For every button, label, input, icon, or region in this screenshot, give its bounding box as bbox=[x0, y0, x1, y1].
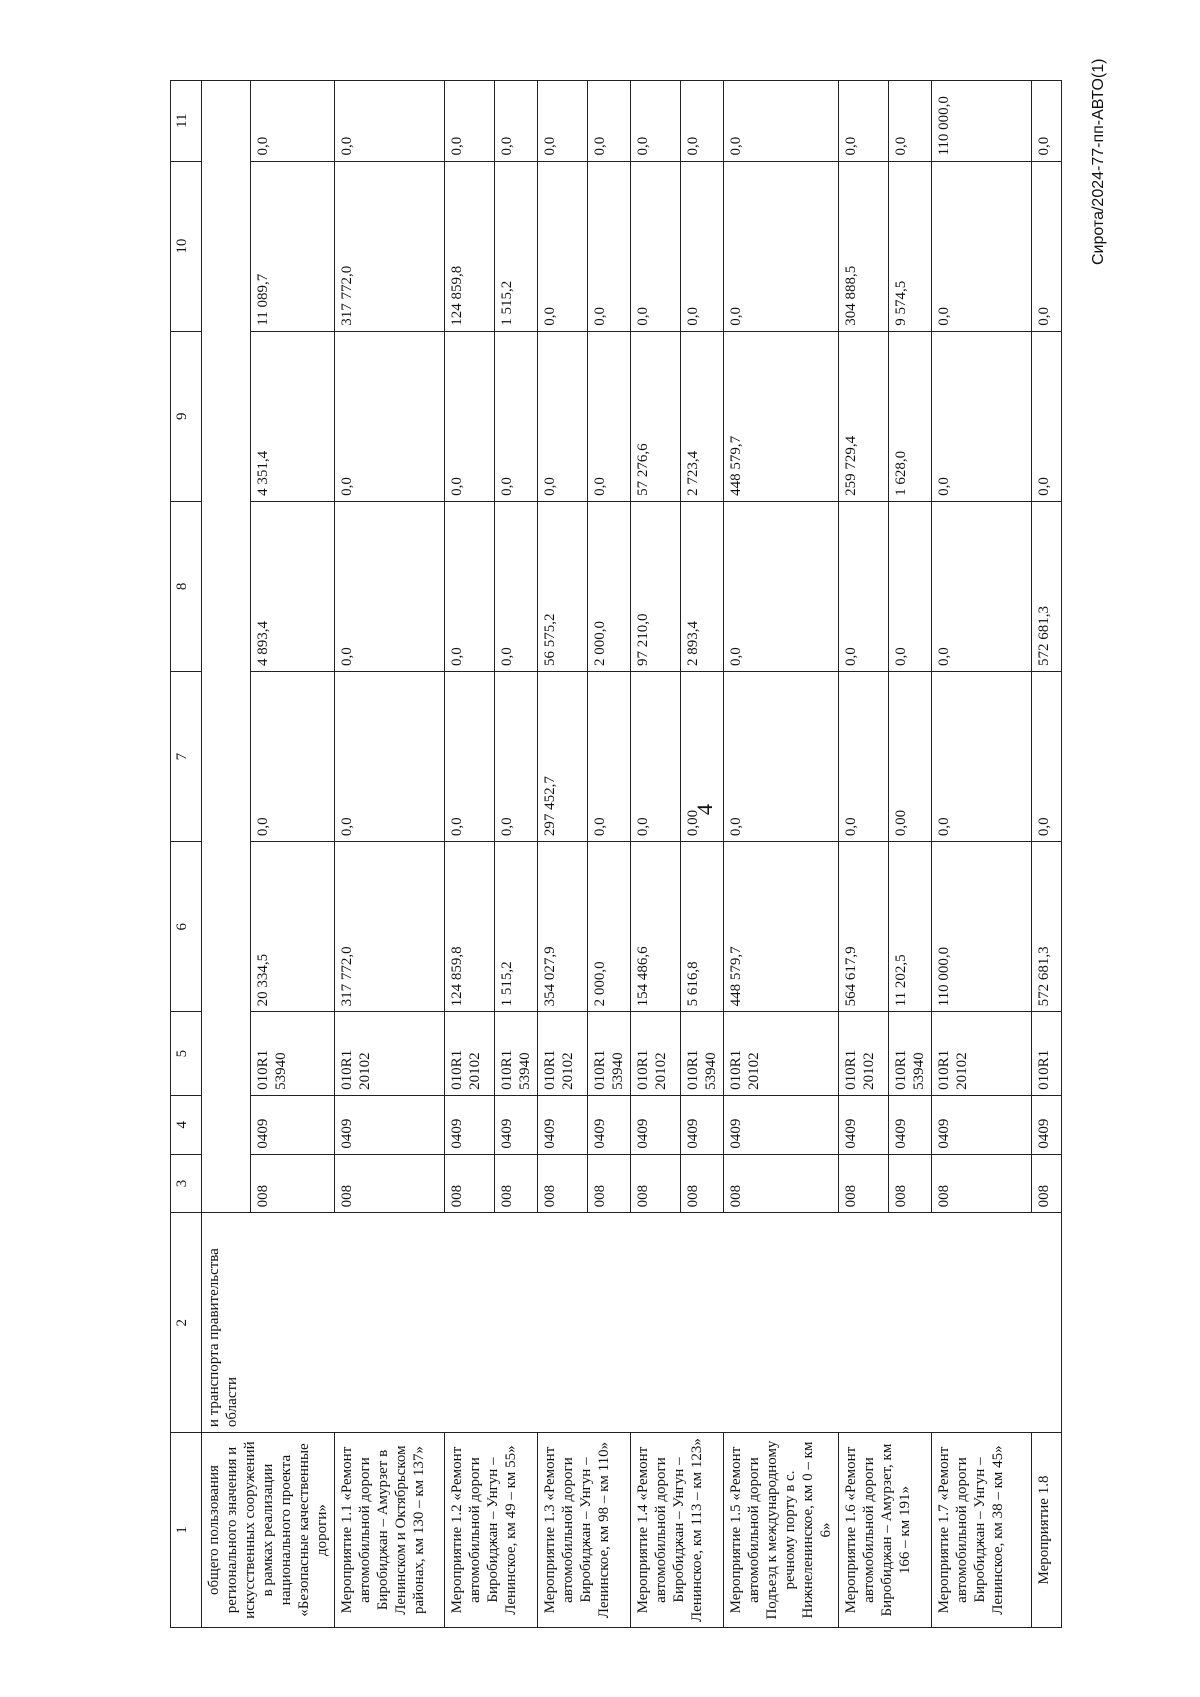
cell-c8: 0,0 bbox=[839, 501, 889, 671]
cell-c5: 010R1 53940 bbox=[889, 1012, 932, 1096]
cell-c10: 9 574,5 bbox=[889, 161, 932, 331]
column-number: 4 bbox=[171, 1095, 202, 1154]
cell-c10: 0,0 bbox=[932, 161, 1032, 331]
cell-c9: 0,0 bbox=[538, 331, 588, 501]
cell-c3: 008 bbox=[250, 1154, 334, 1213]
cell-c9: 448 579,7 bbox=[724, 331, 839, 501]
cell-c10: 1 515,2 bbox=[495, 161, 538, 331]
cell-c6: 564 617,9 bbox=[839, 842, 889, 1012]
cell-c7: 0,00 bbox=[889, 672, 932, 842]
cell-c11: 0,0 bbox=[588, 81, 631, 162]
cell-c5: 010R1 20102 bbox=[335, 1012, 445, 1096]
cell-c6: 154 486,6 bbox=[631, 842, 681, 1012]
cell-c3: 008 bbox=[631, 1154, 681, 1213]
cell-c3: 008 bbox=[588, 1154, 631, 1213]
cell-c8: 0,0 bbox=[495, 501, 538, 671]
cell-c6: 448 579,7 bbox=[724, 842, 839, 1012]
cell-c7: 0,0 bbox=[495, 672, 538, 842]
cell-c8: 4 893,4 bbox=[250, 501, 334, 671]
cell-c7: 0,0 bbox=[588, 672, 631, 842]
cell-c4: 0409 bbox=[839, 1095, 889, 1154]
executor-cell: и транспорта правительства области bbox=[202, 1213, 1062, 1433]
rotated-table-container bbox=[170, 80, 1052, 1628]
program-description-cell: общего пользования регионального значения и искусственных сооружений в рамках реализации национального проекта «Безопасные качественные дороги» bbox=[202, 1433, 335, 1628]
cell-c4: 0409 bbox=[538, 1095, 588, 1154]
cell-c11: 0,0 bbox=[1032, 81, 1062, 162]
cell-c6: 572 681,3 bbox=[1032, 842, 1062, 1012]
cell-c3: 008 bbox=[335, 1154, 445, 1213]
column-number: 6 bbox=[171, 842, 202, 1012]
cell-c7: 0,0 bbox=[839, 672, 889, 842]
cell-c5: 010R1 20102 bbox=[932, 1012, 1032, 1096]
cell-c9: 4 351,4 bbox=[250, 331, 334, 501]
cell-c8: 2 893,4 bbox=[681, 501, 724, 671]
cell-c5: 010R1 53940 bbox=[495, 1012, 538, 1096]
cell-c3: 008 bbox=[839, 1154, 889, 1213]
cell-c3: 008 bbox=[681, 1154, 724, 1213]
measure-name-cell: Мероприятие 1.4 «Ремонт автомобильной дороги Биробиджан – Унгун – Ленинское, км 113 – км 123» bbox=[631, 1433, 724, 1628]
page-number: 4 bbox=[692, 804, 717, 815]
cell-c4: 0409 bbox=[445, 1095, 495, 1154]
cell-c7: 0,0 bbox=[631, 672, 681, 842]
cell-c11: 0,0 bbox=[495, 81, 538, 162]
cell-c8: 572 681,3 bbox=[1032, 501, 1062, 671]
cell-c5: 010R1 20102 bbox=[538, 1012, 588, 1096]
cell-c6: 1 515,2 bbox=[495, 842, 538, 1012]
cell-c3: 008 bbox=[445, 1154, 495, 1213]
cell-c3: 008 bbox=[538, 1154, 588, 1213]
cell-c5: 010R1 20102 bbox=[631, 1012, 681, 1096]
measure-name-cell: Мероприятие 1.7 «Ремонт автомобильной дороги Биробиджан – Унгун – Ленинское, км 38 – км 45» bbox=[932, 1433, 1032, 1628]
cell-c10: 304 888,5 bbox=[839, 161, 889, 331]
column-number: 11 bbox=[171, 81, 202, 162]
cell-c5: 010R1 20102 bbox=[839, 1012, 889, 1096]
column-number-row bbox=[171, 81, 202, 1628]
cell-c3: 008 bbox=[724, 1154, 839, 1213]
cell-c9: 0,0 bbox=[1032, 331, 1062, 501]
budget-table bbox=[170, 80, 1062, 1628]
cell-c11: 0,0 bbox=[889, 81, 932, 162]
cell-c4: 0409 bbox=[631, 1095, 681, 1154]
cell-c11: 0,0 bbox=[335, 81, 445, 162]
measure-name-cell: Мероприятие 1.1 «Ремонт автомобильной дороги Биробиджан – Амурзет в Ленинском и Октябрьском районах, км 130 – км 137» bbox=[335, 1433, 445, 1628]
cell-c9: 0,0 bbox=[445, 331, 495, 501]
measure-name-cell: Мероприятие 1.3 «Ремонт автомобильной дороги Биробиджан – Унгун – Ленинское, км 98 – км 110» bbox=[538, 1433, 631, 1628]
cell-c10: 0,0 bbox=[681, 161, 724, 331]
cell-c10: 124 859,8 bbox=[445, 161, 495, 331]
cell-c3: 008 bbox=[932, 1154, 1032, 1213]
cell-c7: 0,0 bbox=[335, 672, 445, 842]
cell-c9: 259 729,4 bbox=[839, 331, 889, 501]
column-number: 8 bbox=[171, 501, 202, 671]
cell-c10: 0,0 bbox=[631, 161, 681, 331]
cell-c11: 0,0 bbox=[445, 81, 495, 162]
cell-c7: 0,0 bbox=[445, 672, 495, 842]
cell-c5: 010R1 20102 bbox=[445, 1012, 495, 1096]
cell-c5: 010R1 53940 bbox=[588, 1012, 631, 1096]
cell-c9: 0,0 bbox=[932, 331, 1032, 501]
cell-c3: 008 bbox=[1032, 1154, 1062, 1213]
table-row bbox=[202, 81, 251, 1628]
measure-name-cell: Мероприятие 1.8 bbox=[1032, 1433, 1062, 1628]
cell-c4: 0409 bbox=[495, 1095, 538, 1154]
cell-c3: 008 bbox=[889, 1154, 932, 1213]
cell-c9: 2 723,4 bbox=[681, 331, 724, 501]
cell-c6: 11 202,5 bbox=[889, 842, 932, 1012]
cell-c8: 0,0 bbox=[724, 501, 839, 671]
cell-c6: 317 772,0 bbox=[335, 842, 445, 1012]
cell-c9: 0,0 bbox=[495, 331, 538, 501]
cell-c11: 0,0 bbox=[631, 81, 681, 162]
cell-c5: 010R1 53940 bbox=[681, 1012, 724, 1096]
cell-c4: 0409 bbox=[588, 1095, 631, 1154]
column-number: 7 bbox=[171, 672, 202, 842]
cell-c11: 0,0 bbox=[250, 81, 334, 162]
cell-c7: 0,00 bbox=[681, 672, 724, 842]
cell-c7: 0,0 bbox=[932, 672, 1032, 842]
cell-c8: 2 000,0 bbox=[588, 501, 631, 671]
cell-c4: 0409 bbox=[1032, 1095, 1062, 1154]
cell-c4: 0409 bbox=[335, 1095, 445, 1154]
cell-c10: 0,0 bbox=[538, 161, 588, 331]
cell-c6: 354 027,9 bbox=[538, 842, 588, 1012]
cell-c6: 2 000,0 bbox=[588, 842, 631, 1012]
cell-c3: 008 bbox=[495, 1154, 538, 1213]
cell-c10: 11 089,7 bbox=[250, 161, 334, 331]
cell-c4: 0409 bbox=[889, 1095, 932, 1154]
cell-c11: 0,0 bbox=[538, 81, 588, 162]
cell-c7: 297 452,7 bbox=[538, 672, 588, 842]
cell-c11: 0,0 bbox=[681, 81, 724, 162]
measure-name-cell: Мероприятие 1.2 «Ремонт автомобильной дороги Биробиджан – Унгун – Ленинское, км 49 – км 55» bbox=[445, 1433, 538, 1628]
cell-c8: 56 575,2 bbox=[538, 501, 588, 671]
cell-c10: 0,0 bbox=[588, 161, 631, 331]
cell-c8: 0,0 bbox=[335, 501, 445, 671]
column-number: 3 bbox=[171, 1154, 202, 1213]
cell-c8: 0,0 bbox=[889, 501, 932, 671]
cell-c8: 0,0 bbox=[445, 501, 495, 671]
cell-c5: 010R1 53940 bbox=[250, 1012, 334, 1096]
column-number: 5 bbox=[171, 1012, 202, 1096]
cell-c8: 0,0 bbox=[932, 501, 1032, 671]
column-number: 10 bbox=[171, 161, 202, 331]
cell-c6: 5 616,8 bbox=[681, 842, 724, 1012]
cell-c8: 97 210,0 bbox=[631, 501, 681, 671]
cell-c4: 0409 bbox=[681, 1095, 724, 1154]
cell-c7: 0,0 bbox=[1032, 672, 1062, 842]
cell-c5: 010R1 bbox=[1032, 1012, 1062, 1096]
cell-c7: 0,0 bbox=[724, 672, 839, 842]
cell-c10: 317 772,0 bbox=[335, 161, 445, 331]
cell-c11: 110 000,0 bbox=[932, 81, 1032, 162]
cell-c6: 124 859,8 bbox=[445, 842, 495, 1012]
cell-c4: 0409 bbox=[932, 1095, 1032, 1154]
cell-c6: 110 000,0 bbox=[932, 842, 1032, 1012]
cell-c5: 010R1 20102 bbox=[724, 1012, 839, 1096]
column-number: 1 bbox=[171, 1433, 202, 1628]
cell-c11: 0,0 bbox=[839, 81, 889, 162]
column-number: 9 bbox=[171, 331, 202, 501]
column-number: 2 bbox=[171, 1213, 202, 1433]
cell-c9: 1 628,0 bbox=[889, 331, 932, 501]
measure-name-cell: Мероприятие 1.6 «Ремонт автомобильной дороги Биробиджан – Амурзет, км 166 – км 191» bbox=[839, 1433, 932, 1628]
empty-cell bbox=[202, 81, 251, 1213]
cell-c10: 0,0 bbox=[1032, 161, 1062, 331]
cell-c4: 0409 bbox=[724, 1095, 839, 1154]
cell-c9: 57 276,6 bbox=[631, 331, 681, 501]
cell-c9: 0,0 bbox=[588, 331, 631, 501]
cell-c11: 0,0 bbox=[724, 81, 839, 162]
cell-c4: 0409 bbox=[250, 1095, 334, 1154]
document-code: Сирота/2024-77-пп-АВТО(1) bbox=[1090, 58, 1107, 265]
measure-name-cell: Мероприятие 1.5 «Ремонт автомобильной дороги Подъезд к международному речному порту в с. Нижнеленинское, км 0 – км 6» bbox=[724, 1433, 839, 1628]
cell-c9: 0,0 bbox=[335, 331, 445, 501]
cell-c6: 20 334,5 bbox=[250, 842, 334, 1012]
cell-c7: 0,0 bbox=[250, 672, 334, 842]
cell-c10: 0,0 bbox=[724, 161, 839, 331]
